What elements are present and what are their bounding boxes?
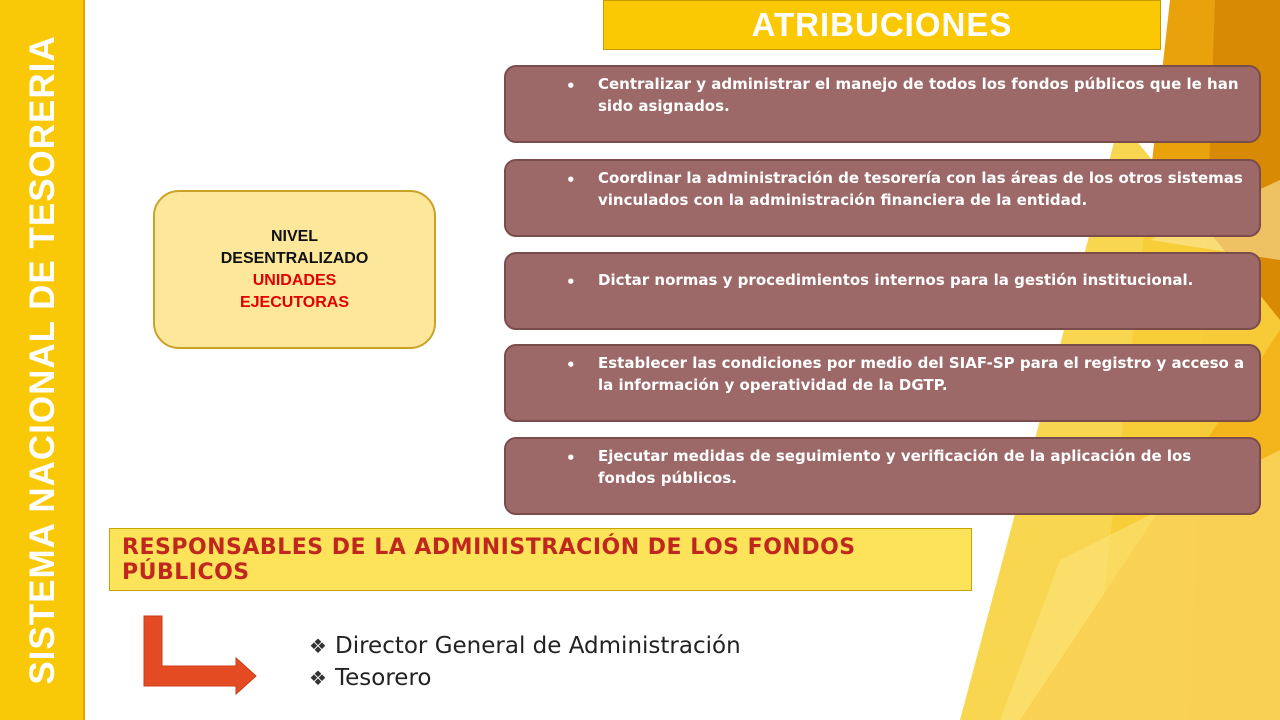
attribution-item (504, 159, 1261, 237)
attribution-item (504, 65, 1261, 143)
level-line-2: DESENTRALIZADO (220, 249, 369, 267)
list-item-label: Director General de Administración (335, 633, 741, 659)
list-item (309, 662, 741, 694)
level-box (153, 190, 436, 349)
level-line-1: NIVEL (270, 227, 319, 245)
attribution-item (504, 437, 1261, 515)
attribution-item (504, 252, 1261, 330)
diamond-bullet-icon: ❖ (309, 634, 327, 658)
list-item (309, 630, 741, 662)
level-line-4: EJECUTORAS (239, 293, 350, 311)
attribution-text: Centralizar y administrar el manejo de todos los fondos públicos que le han sido asignados. (598, 75, 1239, 115)
bullet-icon: • (566, 77, 576, 95)
level-line-3: UNIDADES (252, 271, 337, 289)
list-item-label: Tesorero (335, 665, 432, 691)
responsables-list (309, 630, 741, 694)
side-title: SISTEMA NACIONAL DE TESORERIA (23, 35, 62, 685)
attribution-text: Coordinar la administración de tesorería con las áreas de los otros sistemas vinculados con la administración financiera de la entidad. (598, 169, 1243, 209)
bullet-icon: • (566, 171, 576, 189)
attribution-text: Ejecutar medidas de seguimiento y verificación de la aplicación de los fondos públicos. (598, 447, 1192, 487)
bullet-icon: • (566, 449, 576, 467)
bullet-icon: • (566, 273, 576, 291)
bullet-icon: • (566, 356, 576, 374)
diamond-bullet-icon: ❖ (309, 666, 327, 690)
attribution-text: Dictar normas y procedimientos internos para la gestión institucional. (598, 271, 1194, 289)
responsables-header: RESPONSABLES DE LA ADMINISTRACIÓN DE LOS FONDOS PÚBLICOS (109, 528, 972, 591)
attribution-text: Establecer las condiciones por medio del SIAF-SP para el registro y acceso a la información y operatividad de la DGTP. (598, 354, 1245, 394)
attribution-item (504, 344, 1261, 422)
attributions-header: ATRIBUCIONES (603, 0, 1161, 50)
bent-arrow-icon (140, 614, 260, 696)
